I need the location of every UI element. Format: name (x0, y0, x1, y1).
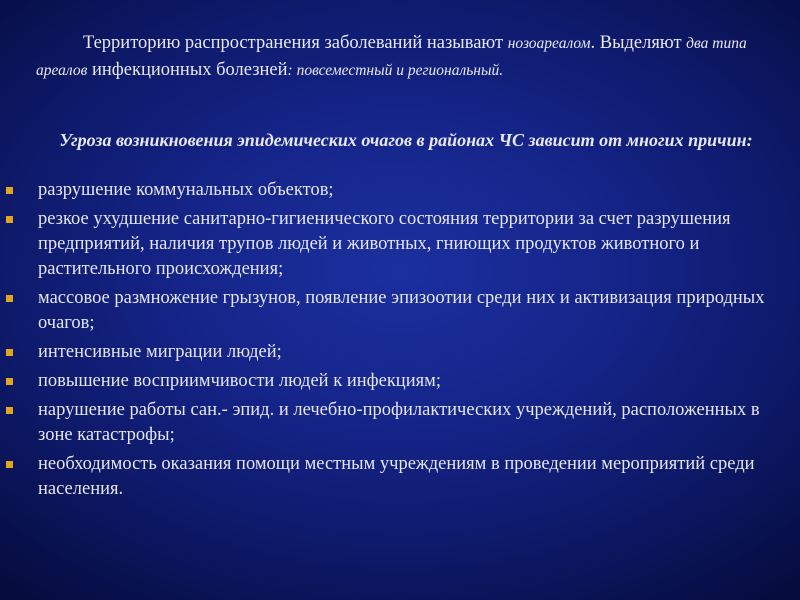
square-bullet-icon (6, 461, 13, 468)
intro-text-2: . Выделяют (590, 33, 687, 53)
intro-paragraph (36, 30, 786, 84)
list-item (0, 452, 790, 502)
list-item (0, 398, 790, 448)
list-item-text: повышение восприимчивости людей к инфекциям; (38, 371, 441, 391)
square-bullet-icon (6, 295, 13, 302)
list-item (0, 207, 790, 282)
square-bullet-icon (6, 378, 13, 385)
list-item (0, 340, 790, 365)
list-item-text: разрушение коммунальных объектов; (38, 180, 334, 200)
list-item (0, 178, 790, 203)
intro-term-nosoareal: нозоареалом (507, 35, 591, 52)
intro-term-two-types: два типа ареалов (36, 35, 747, 79)
intro-text-1: Территорию распространения заболеваний называют (83, 33, 508, 53)
causes-heading: Угроза возникновения эпидемических очагов в районах ЧС зависит от многих причин: (59, 130, 753, 150)
list-item (0, 369, 790, 394)
intro-term-types: : повсеместный и региональный. (287, 62, 504, 79)
intro-text-3: инфекционных болезней (87, 60, 288, 80)
causes-list (0, 178, 790, 506)
square-bullet-icon (6, 407, 13, 414)
list-item-text: интенсивные миграции людей; (38, 342, 282, 362)
list-item (0, 286, 790, 336)
list-item-text: нарушение работы сан.- эпид. и лечебно-профилактических учреждений, расположенных в зоне катастрофы; (38, 400, 760, 445)
square-bullet-icon (6, 349, 13, 356)
list-item-text: необходимость оказания помощи местным учреждениям в проведении мероприятий среди населения. (38, 454, 755, 499)
square-bullet-icon (6, 216, 13, 223)
square-bullet-icon (6, 187, 13, 194)
list-item-text: резкое ухудшение санитарно-гигиенического состояния территории за счет разрушения предприятий, наличия трупов людей и животных, гниющих продуктов животного и растительного происхождения; (38, 209, 731, 279)
list-item-text: массовое размножение грызунов, появление эпизоотии среди них и активизация природных очагов; (38, 288, 765, 333)
